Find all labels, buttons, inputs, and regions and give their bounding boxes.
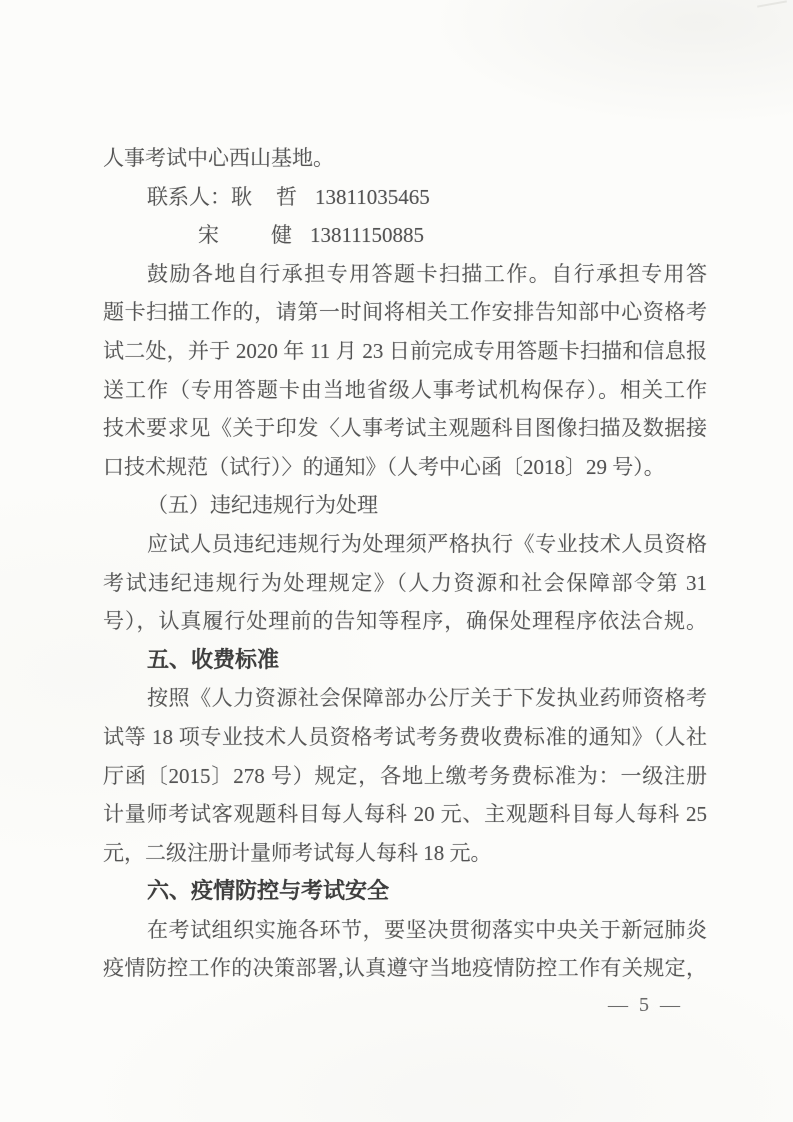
text-line: 试等 18 项专业技术人员资格考试考务费收费标准的通知》（人社 [103,724,707,749]
contact-name: 宋 [198,223,219,248]
text-line: 口技术规范（试行）〉的通知》（人考中心函〔2018〕29 号）。 [103,454,665,479]
text-line: 送工作（专用答题卡由当地省级人事考试机构保存）。相关工作 [103,377,707,402]
text-line: 在考试组织实施各环节，要坚决贯彻落实中央关于新冠肺炎 [147,917,707,942]
text-line: 人事考试中心西山基地。 [103,146,334,170]
text-line: 试二处，并于 2020 年 11 月 23 日前完成专用答题卡扫描和信息报 [103,338,707,363]
text-line: 号），认真履行处理前的告知等程序，确保处理程序依法合规。 [103,609,707,634]
page-number: — 5 — [608,994,683,1016]
contact-name: 耿 [231,184,252,209]
text-line: 计量师考试客观题科目每人每科 20 元、主观题科目每人每科 25 [103,802,707,827]
contact-name: 健 [271,223,292,248]
text-line: 厅函〔2015〕278 号）规定，各地上缴考务费标准为：一级注册 [103,763,707,788]
text-line: 应试人员违纪违规行为处理须严格执行《专业技术人员资格 [147,531,707,556]
document-body [103,139,707,988]
text-line: 疫情防控工作的决策部署,认真遵守当地疫情防控工作有关规定， [103,956,707,981]
contact-label: 联系人： [147,184,231,209]
subsection-heading: （五）违纪违规行为处理 [147,493,378,518]
text-line: 按照《人力资源社会保障部办公厅关于下发执业药师资格考 [147,686,707,711]
contact-phone: 13811035465 [315,184,430,209]
text-line: 技术要求见《关于印发〈人事考试主观题科目图像扫描及数据接 [103,416,707,441]
scan-artifact [757,0,787,7]
text-line: 鼓励各地自行承担专用答题卡扫描工作。自行承担专用答 [147,261,707,286]
contact-phone: 13811150885 [310,223,424,248]
contact-name: 哲 [276,184,297,209]
text-line: 题卡扫描工作的，请第一时间将相关工作安排告知部中心资格考 [103,300,707,325]
text-line: 元，二级注册计量师考试每人每科 18 元。 [103,840,492,865]
section-heading-fees: 五、收费标准 [147,646,280,672]
contact-line [103,216,707,255]
contact-line [103,178,707,217]
text-line: 考试违纪违规行为处理规定》（人力资源和社会保障部令第 31 [103,570,707,595]
section-heading-epidemic: 六、疫情防控与考试安全 [147,878,390,904]
